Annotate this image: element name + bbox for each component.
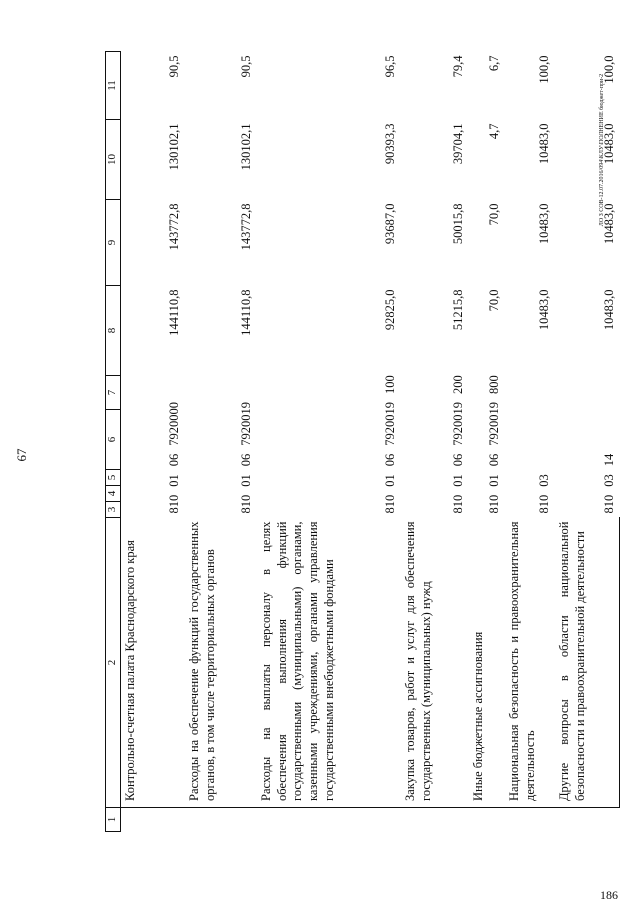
cell-executed: 4,7 (487, 123, 502, 140)
code-target: 7920019 (487, 402, 502, 446)
cell-plan: 70,0 (487, 203, 502, 226)
table-row (555, 52, 620, 832)
cell-plan: 50015,8 (451, 203, 466, 245)
row-codes (185, 376, 257, 518)
code-type: 200 (451, 375, 466, 394)
cell-plan: 143772,8 (167, 203, 182, 251)
row-codes (121, 376, 186, 518)
cell-plan: 143772,8 (239, 203, 254, 251)
row-name: Расходы на выплаты персоналу в целях обеспечения выполнения функций государственными (муниципальными) органами, казенными учреждениями, органами управления государственными внебюджетными фондами (257, 518, 401, 808)
table-row (257, 52, 401, 832)
header-cell: 10 (106, 120, 121, 200)
header-cell: 4 (106, 486, 121, 502)
header-cell: 5 (106, 470, 121, 486)
header-cell: 9 (106, 200, 121, 286)
row-codes (505, 376, 555, 518)
code-grbs: 810 (239, 494, 254, 514)
header-cell: 11 (106, 52, 121, 120)
code-section: 01 (451, 474, 466, 487)
header-cell: 8 (106, 286, 121, 376)
code-grbs: 810 (451, 494, 466, 514)
row-index (257, 808, 401, 832)
code-target: 7920000 (167, 402, 182, 446)
code-section: 01 (167, 474, 182, 487)
cell-percent: 6,7 (487, 55, 502, 72)
row-index (505, 808, 555, 832)
row-name: Национальная безопасность и правоохранительная деятельность (505, 518, 555, 808)
cell-percent: 90,5 (239, 55, 254, 78)
row-index (185, 808, 257, 832)
cell-executed: 130102,1 (239, 123, 254, 171)
code-subsection: 06 (167, 453, 182, 467)
rotated-table-area (105, 52, 616, 832)
cell-approved: 144110,8 (239, 289, 254, 336)
row-name: Закупка товаров, работ и услуг для обеспечения государственных (муниципальных) нужд (401, 518, 469, 808)
cell-executed: 10483,0 (537, 123, 552, 165)
code-subsection: 06 (239, 453, 254, 467)
cell-percent: 100,0 (601, 55, 616, 84)
cell-executed: 10483,0 (601, 123, 616, 165)
row-index (469, 808, 505, 832)
cell-percent: 96,5 (383, 55, 398, 78)
row-codes (555, 376, 620, 518)
code-section: 01 (487, 474, 502, 487)
code-type: 100 (383, 375, 398, 394)
code-subsection: 14 (601, 453, 616, 467)
code-subsection: 06 (383, 453, 398, 467)
cell-plan: 93687,0 (383, 203, 398, 245)
cell-executed: 39704,1 (451, 123, 466, 165)
header-cell: 2 (106, 518, 121, 808)
cell-approved: 92825,0 (383, 289, 398, 331)
code-grbs: 810 (537, 494, 552, 514)
row-name: Другие вопросы в области национальной безопасности и правоохранительной деятельности (555, 518, 620, 808)
row-name: Расходы на обеспечение функций государственных органов, в том числе территориальных органов (185, 518, 257, 808)
row-name: Контрольно-счетная палата Краснодарского края (121, 518, 186, 808)
header-cell: 7 (106, 376, 121, 410)
code-grbs: 810 (167, 494, 182, 514)
code-section: 01 (239, 474, 254, 487)
header-cell: 1 (106, 808, 121, 832)
row-index (121, 808, 186, 832)
cell-executed: 90393,3 (383, 123, 398, 165)
cell-percent: 79,4 (451, 55, 466, 78)
row-index (555, 808, 620, 832)
budget-table (105, 51, 620, 832)
cell-percent: 90,5 (167, 55, 182, 78)
cell-approved: 144110,8 (167, 289, 182, 336)
table-row (505, 52, 555, 832)
cell-plan: 10483,0 (601, 203, 616, 245)
cell-plan: 10483,0 (537, 203, 552, 245)
code-type: 800 (487, 375, 502, 394)
document-stamp: ЛО З СОВ-12.07.2016/094\КЛУ\ПОЛНЕНИЕ бюджет-при-2 (599, 73, 605, 227)
row-name: Иные бюджетные ассигнования (469, 518, 505, 808)
row-codes (401, 376, 469, 518)
cell-approved: 51215,8 (451, 289, 466, 331)
code-section: 03 (601, 474, 616, 487)
page-number: 67 (14, 448, 29, 462)
table-row (185, 52, 257, 832)
row-index (401, 808, 469, 832)
header-row (106, 52, 121, 832)
table-row (401, 52, 469, 832)
cell-approved: 70,0 (487, 289, 502, 312)
code-target: 7920019 (451, 402, 466, 446)
header-cell: 3 (106, 502, 121, 518)
code-section: 01 (383, 474, 398, 487)
row-codes (257, 376, 401, 518)
code-grbs: 810 (487, 494, 502, 514)
cell-approved: 10483,0 (537, 289, 552, 331)
code-target: 7920019 (383, 402, 398, 446)
code-section: 03 (537, 474, 552, 487)
table-row (121, 52, 186, 832)
cell-percent: 100,0 (537, 55, 552, 84)
code-target: 7920019 (239, 402, 254, 446)
header-cell: 6 (106, 410, 121, 470)
cell-executed: 130102,1 (167, 123, 182, 171)
row-codes (469, 376, 505, 518)
table-row (469, 52, 505, 832)
side-page-number: 186 (600, 888, 618, 902)
code-grbs: 810 (601, 494, 616, 514)
code-grbs: 810 (383, 494, 398, 514)
code-subsection: 06 (487, 453, 502, 467)
cell-approved: 10483,0 (601, 289, 616, 331)
code-subsection: 06 (451, 453, 466, 467)
